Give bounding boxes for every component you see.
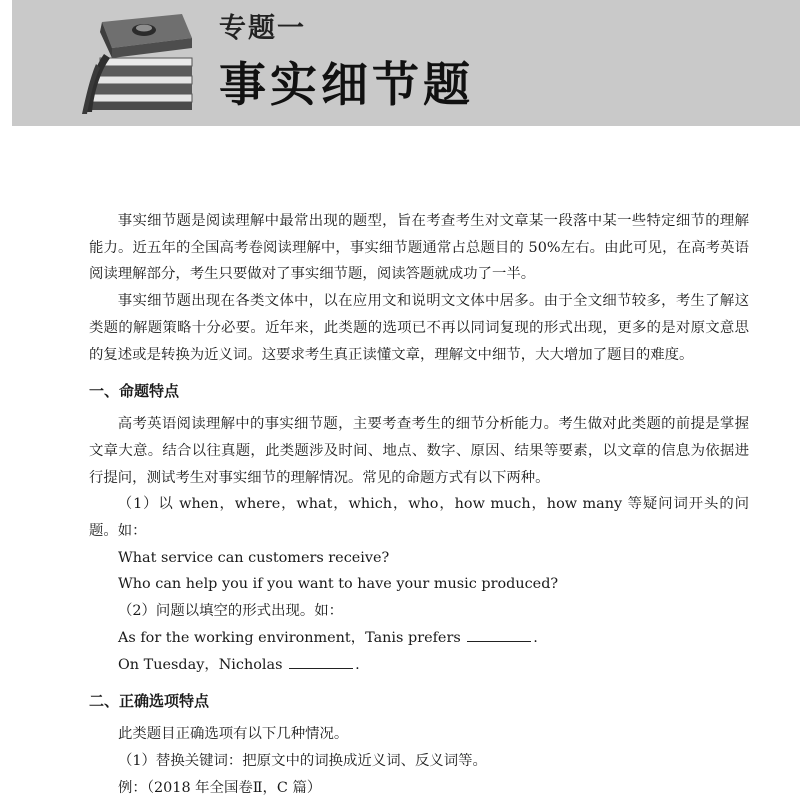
example-question-2: Who can help you if you want to have your music produced? [118,576,559,593]
section1-item-1: （1）以 when，where，what，which，who，how much，how many 等疑问词开头的问题。如： [89,496,749,540]
section2-example-source: 例：（2018 年全国卷Ⅱ，C 篇） [118,779,322,796]
section1-item-2: （2）问题以填空的形式出现。如： [118,603,344,620]
answer-blank [289,654,353,669]
example-fill-in-1-text: As for the working environment，Tanis prefers [118,629,461,646]
section-heading-1: 一、命题特点 [89,382,180,401]
answer-blank [467,627,531,642]
section2-line-1: 此类题目正确选项有以下几种情况。 [118,726,349,743]
section2-line-2: （1）替换关键词：把原文中的词换成近义词、反义词等。 [118,752,487,769]
topic-number: 专题一 [219,13,306,44]
topic-title: 事实细节题 [219,58,474,113]
document-body [89,208,749,801]
example-fill-in-1-end: . [533,629,538,646]
section-heading-2: 二、正确选项特点 [89,692,210,711]
intro-paragraph-2: 事实细节题出现在各类文体中，以在应用文和说明文文体中居多。由于全文细节较多，考生了解这类题的解题策略十分必要。近年来，此类题的选项已不再以同词复现的形式出现，更多的是对原文意思的复述或是转换为近义词。这要求考生真正读懂文章，理解文中细节，大大增加了题目的难度。 [89,293,749,363]
intro-paragraph-1: 事实细节题是阅读理解中最常出现的题型，旨在考查考生对文章某一段落中某一些特定细节的理解能力。近五年的全国高考卷阅读理解中，事实细节题通常占总题目的 50%左右。由此可见，在高考英语阅读理解部分，考生只要做对了事实细节题，阅读答题就成功了一半。 [89,213,749,283]
example-fill-in-1 [89,625,749,652]
books-icon [74,8,194,118]
example-fill-in-2-end: . [355,656,360,673]
example-fill-in-2 [89,652,749,679]
example-fill-in-2-text: On Tuesday，Nicholas [118,656,283,673]
example-question-1: What service can customers receive? [118,549,390,566]
section1-paragraph: 高考英语阅读理解中的事实细节题，主要考查考生的细节分析能力。考生做对此类题的前提是掌握文章大意。结合以往真题，此类题涉及时间、地点、数字、原因、结果等要素，以文章的信息为依据进行提问，测试考生对事实细节的理解情况。常见的命题方式有以下两种。 [89,416,749,486]
chapter-header-banner [12,0,800,126]
